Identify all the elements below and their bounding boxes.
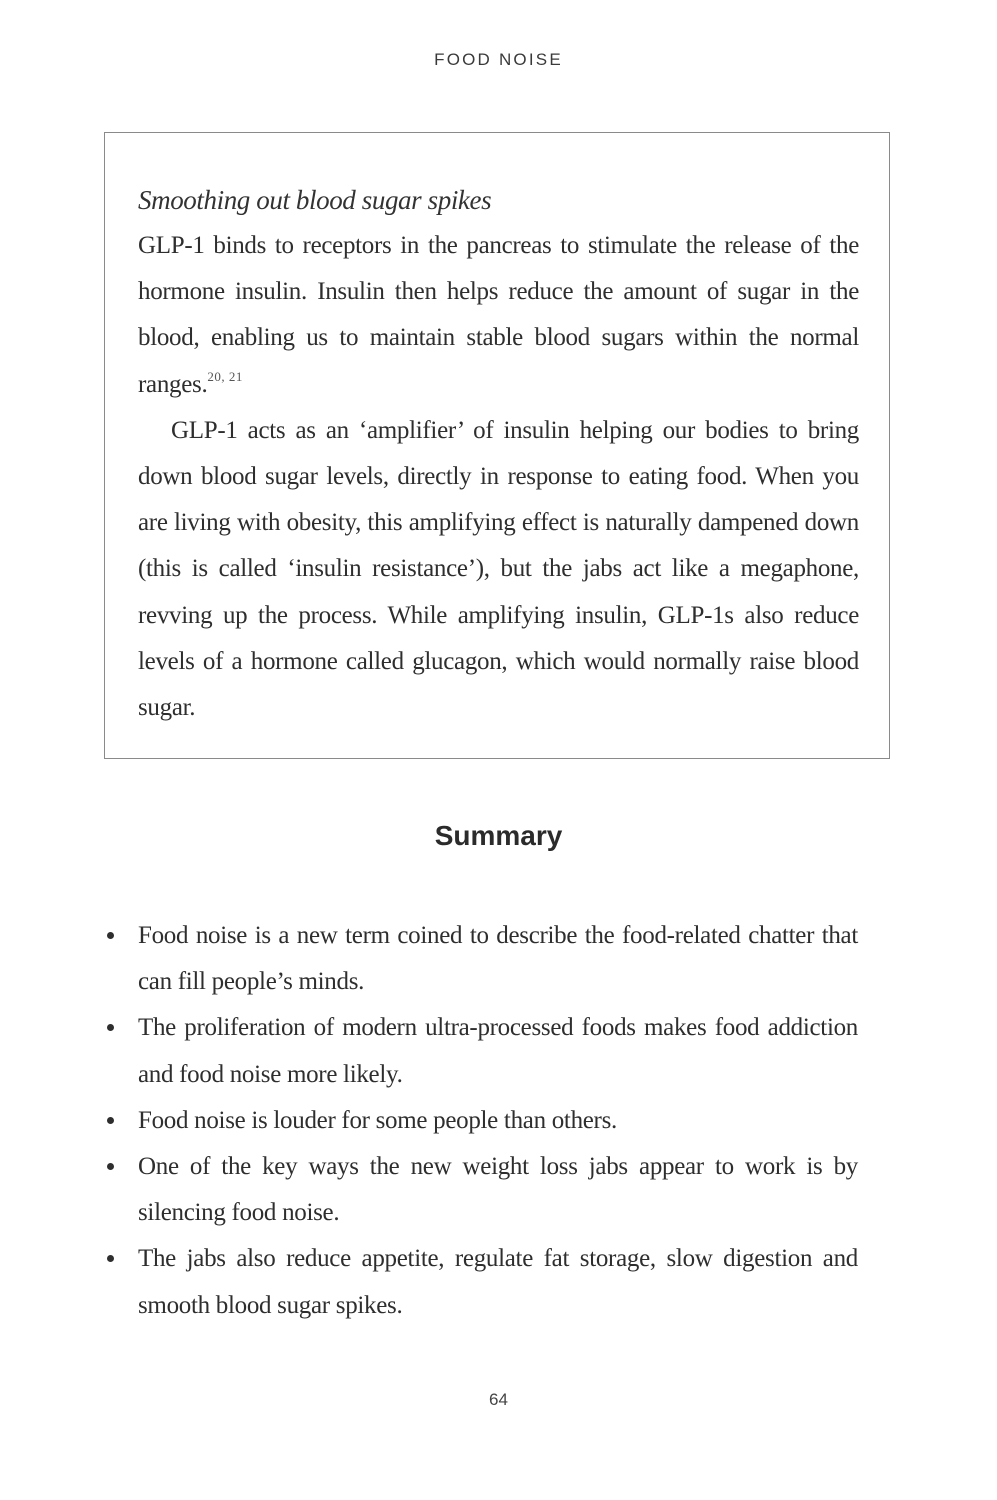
reference-superscript: 20, 21: [207, 368, 243, 384]
box-paragraph-2: GLP-1 acts as an ‘amplifier’ of insulin helping our bodies to bring down blood sugar levels, directly in response to eating food. When you are living with obesity, this amplifying effect is naturally dampened down (this is called ‘insulin resistance’), but the jabs act like a megaphone, revving up the process. While amplifying insulin, GLP-1s also reduce levels of a hormone called glucagon, which would normally raise blood sugar.: [138, 416, 859, 722]
summary-heading: Summary: [434, 820, 563, 851]
summary-item-text: Food noise is a new term coined to describe the food-related chatter that can fill people’s minds.: [138, 922, 858, 996]
summary-item-text: Food noise is louder for some people than others.: [138, 1106, 617, 1134]
summary-item-text: The proliferation of modern ultra-processed foods makes food addiction and food noise more likely.: [138, 1014, 858, 1088]
box-paragraph-1: [138, 223, 859, 408]
info-box: [104, 132, 890, 759]
bullet-icon: [107, 932, 114, 939]
bullet-icon: [107, 1024, 114, 1031]
box-paragraph-1-text: GLP-1 binds to receptors in the pancreas to stimulate the release of the hormone insulin. Insulin then helps reduce the amount of sugar in the blood, enabling us to maintain stable blood sugars within the normal ranges.: [138, 232, 859, 398]
bullet-icon: [107, 1163, 114, 1170]
page-number: 64: [489, 1390, 508, 1409]
summary-item: [104, 1005, 858, 1097]
running-head: FOOD NOISE: [434, 50, 563, 69]
summary-item: [104, 1098, 858, 1144]
box-heading: Smoothing out blood sugar spikes: [138, 185, 492, 215]
bullet-icon: [107, 1117, 114, 1124]
summary-item: [104, 1144, 858, 1236]
summary-item: [104, 1236, 858, 1328]
summary-item-text: The jabs also reduce appetite, regulate fat storage, slow digestion and smooth blood sugar spikes.: [138, 1245, 858, 1319]
info-box-content: [138, 177, 859, 731]
bullet-icon: [107, 1255, 114, 1262]
summary-item: [104, 913, 858, 1005]
summary-list: [104, 913, 858, 1329]
summary-item-text: One of the key ways the new weight loss jabs appear to work is by silencing food noise.: [138, 1153, 858, 1227]
